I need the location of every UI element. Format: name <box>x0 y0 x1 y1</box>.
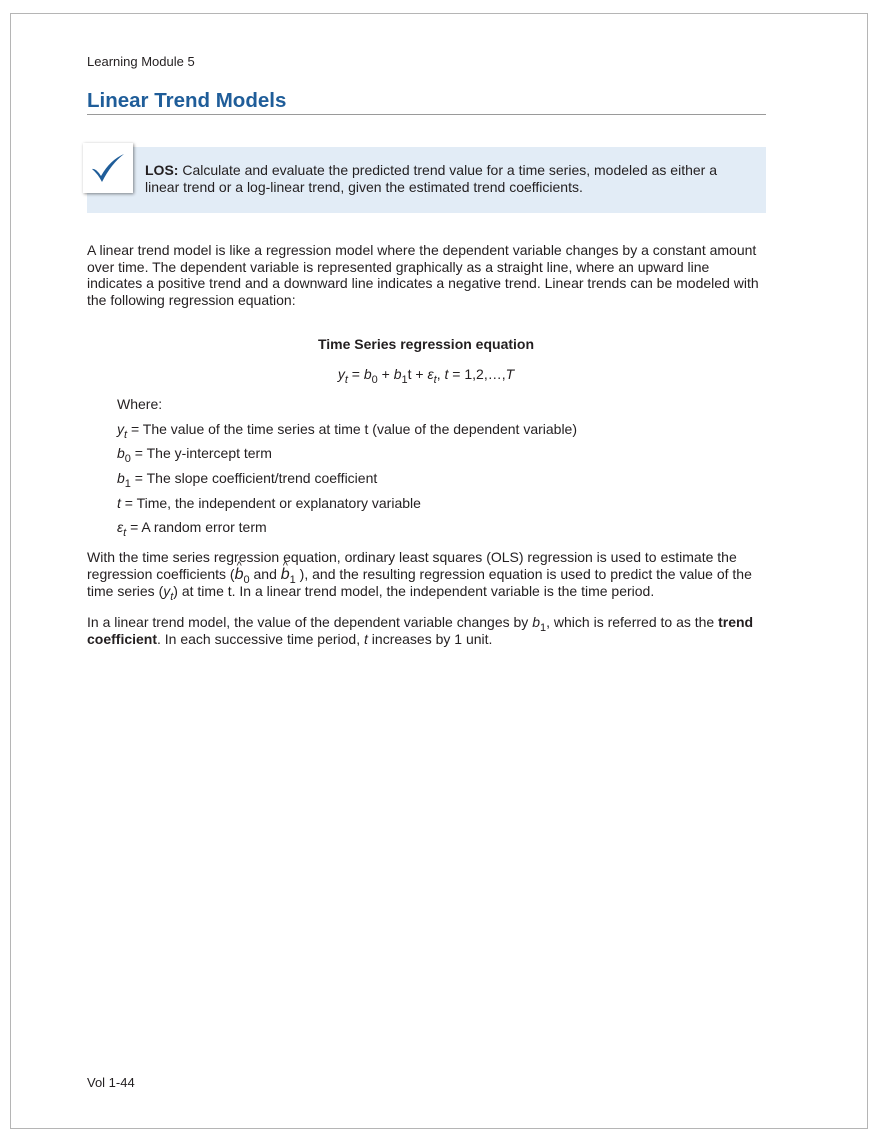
definition-t: t = Time, the independent or explanatory variable <box>117 495 421 511</box>
checkmark-icon <box>83 143 133 193</box>
regression-equation: $y_t = b_0 + b_1t + \varepsilon_t$, t = 1,2,…,T <box>337 366 515 386</box>
intro-paragraph: A linear trend model is like a regression model where the dependent variable changes by a constant amount over time. The dependent variable is represented graphically as a straight line, where an upward line indicates a positive trend and a downward line indicates a negative trend. Linear trends can be modeled with the following regression equation: <box>87 242 759 308</box>
los-text <box>145 162 745 196</box>
where-label: Where: <box>117 396 163 412</box>
los-label: LOS: <box>145 162 179 178</box>
trend-coefficient-paragraph: In a linear trend model, the value of the dependent variable changes by $b_1$, which is referred to as the trend coefficient. In each successive time period, t increases by 1 unit. <box>87 614 754 647</box>
title-divider <box>87 114 766 115</box>
definition-epsilon: $\varepsilon_t = A$ random error term <box>117 519 267 539</box>
definition-b0: $b_0$ = The y-intercept term <box>117 445 272 465</box>
los-description: Calculate and evaluate the predicted trend value for a time series, modeled as either a linear trend or a log-linear trend, given the estimated trend coefficients. <box>145 162 717 195</box>
equation-heading: Time Series regression equation <box>317 336 535 352</box>
ols-paragraph: With the time series regression equation, ordinary least squares (OLS) regression is used to estimate the regression coefficients (^ $b_0$ and ^ $b_1$ ), and the resulting regression equation is used to predict the value of the time series $(y_t)$ at time t. In a linear trend model, the independent variable is the time period. <box>87 549 767 600</box>
module-label: Learning Module 5 <box>87 54 195 69</box>
page-number: Vol 1-44 <box>87 1075 135 1090</box>
page-title: Linear Trend Models <box>87 89 287 112</box>
definition-yt: $y_t$ = The value of the time series at time t (value of the dependent variable) <box>117 421 578 441</box>
definition-b1: $b_1$ = The slope coefficient/trend coefficient <box>117 470 378 490</box>
